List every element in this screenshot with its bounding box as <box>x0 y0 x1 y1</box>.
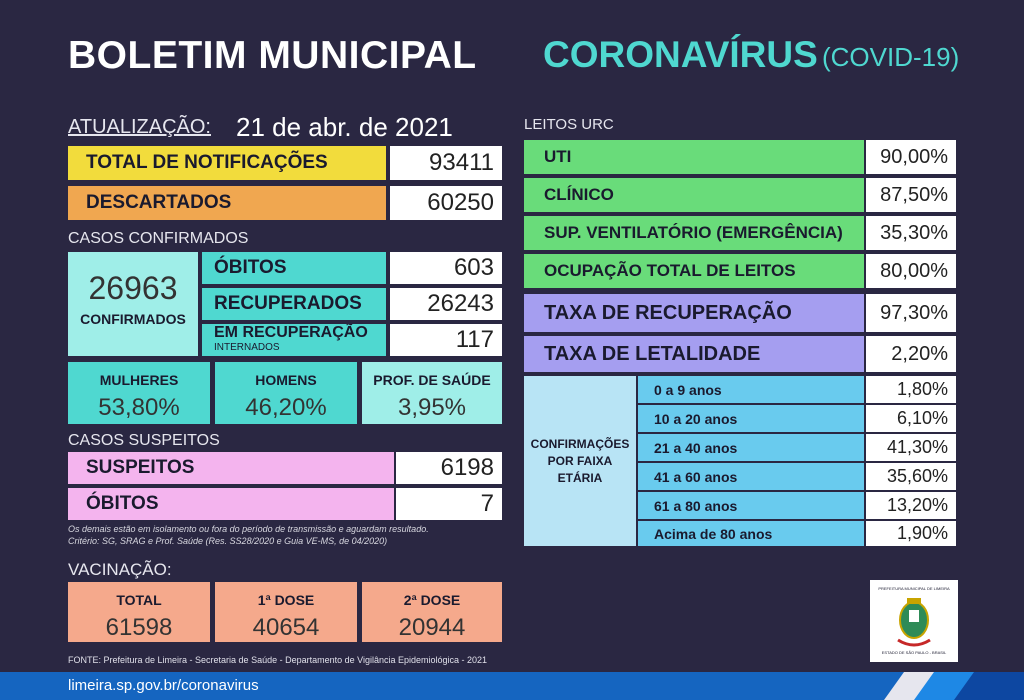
clinical-label: CLÍNICO <box>524 178 864 212</box>
dose2-value: 20944 <box>398 614 466 641</box>
update-label: ATUALIZAÇÃO: <box>68 116 211 138</box>
lethality-rate-value: 2,20% <box>866 336 956 372</box>
total-occupancy-label: OCUPAÇÃO TOTAL DE LEITOS <box>524 254 864 288</box>
age-groups-title-line2: POR FAIXA <box>547 453 613 468</box>
health-professionals-box <box>362 362 502 424</box>
vaccination-total-value: 61598 <box>105 614 173 641</box>
lethality-rate-label: TAXA DE LETALIDADE <box>524 336 864 372</box>
uti-value: 90,00% <box>866 140 956 174</box>
dose2-label: 2ª DOSE <box>403 592 461 608</box>
men-value: 46,20% <box>245 394 327 421</box>
in-recovery-box <box>202 324 386 356</box>
age-row-label: 10 a 20 anos <box>638 405 864 432</box>
age-row-label: Acima de 80 anos <box>638 521 864 546</box>
ventilatory-support-label: SUP. VENTILATÓRIO (EMERGÊNCIA) <box>524 216 864 250</box>
confirmed-box <box>68 252 198 356</box>
women-label: MULHERES <box>99 372 179 388</box>
footer-bar <box>0 672 1024 700</box>
update-date: 21 de abr. de 2021 <box>236 112 453 142</box>
suspect-deaths-label: ÓBITOS <box>68 488 394 520</box>
logo-subtitle: ESTADO DE SÃO PAULO - BRASIL <box>881 650 947 655</box>
age-row-label: 41 a 60 anos <box>638 463 864 490</box>
age-row-label: 21 a 40 anos <box>638 434 864 461</box>
total-occupancy-value: 80,00% <box>866 254 956 288</box>
women-box <box>68 362 210 424</box>
vaccination-section-title: VACINAÇÃO: <box>68 560 172 579</box>
recovery-rate-value: 97,30% <box>866 294 956 332</box>
covid-subtitle: (COVID-19) <box>822 42 960 72</box>
men-box <box>215 362 357 424</box>
in-recovery-sublabel: INTERNADOS <box>214 342 280 353</box>
uti-label: UTI <box>524 140 864 174</box>
website-link[interactable]: limeira.sp.gov.br/coronavirus <box>68 677 259 694</box>
criteria-note: Critério: SG, SRAG e Prof. Saúde (Res. SS28/2020 e Guia VE-MS, de 04/2020) <box>68 536 388 546</box>
men-label: HOMENS <box>255 372 317 388</box>
health-professionals-value: 3,95% <box>397 394 467 421</box>
suspects-section-title: CASOS SUSPEITOS <box>68 432 220 449</box>
logo-title: PREFEITURA MUNICIPAL DE LIMEIRA <box>878 586 950 591</box>
in-recovery-value: 117 <box>390 324 502 356</box>
deaths-value: 603 <box>390 252 502 284</box>
discarded-label: DESCARTADOS <box>68 186 386 220</box>
age-groups-title-box <box>524 376 636 546</box>
vaccination-total-box <box>68 582 210 642</box>
recovery-rate-label: TAXA DE RECUPERAÇÃO <box>524 294 864 332</box>
coronavirus-title: CORONAVÍRUS <box>543 34 818 75</box>
confirmed-count-label: CONFIRMADOS <box>80 311 186 327</box>
beds-section-title: LEITOS URC <box>524 116 614 133</box>
age-row-value: 6,10% <box>866 405 956 432</box>
dose2-box <box>362 582 502 642</box>
confirmed-count: 26963 <box>88 270 178 306</box>
dose1-value: 40654 <box>252 614 320 641</box>
age-row-value: 1,90% <box>866 521 956 546</box>
age-groups-title-line3: ETÁRIA <box>557 470 603 485</box>
clinical-value: 87,50% <box>866 178 956 212</box>
decorative-stripes-icon <box>864 672 1024 700</box>
age-row-value: 1,80% <box>866 376 956 403</box>
dose1-box <box>215 582 357 642</box>
suspects-value: 6198 <box>396 452 502 484</box>
ventilatory-support-value: 35,30% <box>866 216 956 250</box>
deaths-label: ÓBITOS <box>202 252 386 284</box>
vaccination-total-label: TOTAL <box>116 592 162 608</box>
age-row-value: 35,60% <box>866 463 956 490</box>
age-row-value: 13,20% <box>866 492 956 519</box>
source-text: FONTE: Prefeitura de Limeira - Secretaria de Saúde - Departamento de Vigilância Epidemiológica - 2021 <box>68 655 488 665</box>
city-logo <box>870 580 958 662</box>
dose1-label: 1ª DOSE <box>257 592 315 608</box>
age-row-value: 41,30% <box>866 434 956 461</box>
suspects-label: SUSPEITOS <box>68 452 394 484</box>
total-notifications-label: TOTAL DE NOTIFICAÇÕES <box>68 146 386 180</box>
age-row-label: 0 a 9 anos <box>638 376 864 403</box>
total-notifications-value: 93411 <box>390 146 502 180</box>
suspect-deaths-value: 7 <box>396 488 502 520</box>
health-professionals-label: PROF. DE SAÚDE <box>373 372 491 388</box>
recovered-value: 26243 <box>390 288 502 320</box>
in-recovery-label: EM RECUPERAÇÃO <box>214 324 368 341</box>
discarded-value: 60250 <box>390 186 502 220</box>
bulletin-title: BOLETIM MUNICIPAL <box>68 34 477 77</box>
women-value: 53,80% <box>98 394 180 421</box>
recovered-label: RECUPERADOS <box>202 288 386 320</box>
age-row-label: 61 a 80 anos <box>638 492 864 519</box>
age-groups-title-line1: CONFIRMAÇÕES <box>530 436 630 451</box>
suspects-note: Os demais estão em isolamento ou fora do período de transmissão e aguardam resultado. <box>68 524 429 534</box>
confirmed-section-title: CASOS CONFIRMADOS <box>68 230 249 247</box>
